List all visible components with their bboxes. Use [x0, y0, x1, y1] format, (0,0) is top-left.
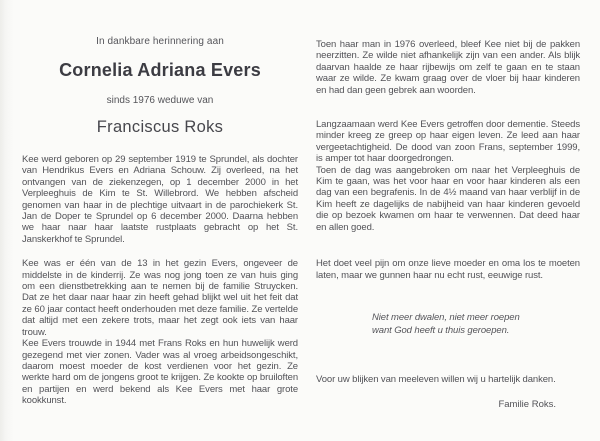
thanks-line: Voor uw blijken van meeleven willen wij u hartelijk danken.: [316, 373, 556, 385]
memorial-paragraph-family: Kee was er één van de 13 in het gezin Evers, ongeveer de middelste in de kinderrij. Ze was nog jong toen ze van huis ging om een dienstbetrekking aan te nemen bij de familie Struycken. Dat ze het daar naar haar zin heeft gehad blijkt wel uit het feit dat ze 60 jaar contact heeft onderhouden met deze familie. Ze vertelde dat altijd met een zekere trots, maar het zegt ook iets van haar trouw.: [22, 258, 298, 338]
verse-line-1: Niet meer dwalen, niet meer roepen: [372, 311, 520, 323]
memorial-paragraph-birth-death: Kee werd geboren op 29 september 1919 te Sprundel, als dochter van Hendrikus Evers en Adriana Schouw. Zij overleed, na het ontvangen van de ziekenzegen, op 1 december 2000 in het Verpleeghuis de Kim te St. Willebrord. We hebben afscheid genomen van haar in de plechtige uitvaart in de parochiekerk St. Jan de Doper te Sprundel op 6 december 2000. Daarna hebben we haar naar haar laatste rustplaats gebracht op het St. Janskerkhof te Sprundel.: [22, 154, 298, 245]
memorial-paragraph-marriage: Kee Evers trouwde in 1944 met Frans Roks en hun huwelijk werd gezegend met vier zonen. Vader was al vroeg arbeidsongeschikt, daarom moest moeder de kost verdienen voor het gezin. Ze werkte hard om de jongens groot te krijgen. Ze kookte op bruiloften en partijen en werd bekend als Kee Evers met haar grote kookkunst.: [22, 338, 298, 407]
right-column: [316, 39, 580, 410]
verse-line-2: want God heeft u thuis geroepen.: [372, 325, 510, 337]
memorial-verse: [372, 311, 580, 338]
widow-line: sinds 1976 weduwe van: [106, 95, 214, 106]
family-signature: Familie Roks.: [498, 398, 556, 410]
memorial-paragraph-dementia: Langzaamaan werd Kee Evers getroffen door dementie. Steeds minder kreeg ze greep op haar eigen leven. Ze leed aan haar vergeetachtigheid. De dood van zoon Frans, september 1999, is amper tot haar doorgedrongen.: [316, 119, 580, 165]
left-column: [22, 36, 298, 407]
card-header: [22, 36, 298, 137]
memorial-paragraph-farewell: Het doet veel pijn om onze lieve moeder en oma los te moeten laten, maar we gunnen haar nu echt rust, eeuwige rust.: [316, 258, 580, 281]
deceased-name: Cornelia Adriana Evers: [59, 60, 261, 80]
memorial-paragraph-widowhood: Toen haar man in 1976 overleed, bleef Kee niet bij de pakken neerzitten. Ze wilde niet afhankelijk zijn van een ander. Als blijk daarvan haalde ze haar rijbewijs om zelf te gaan en te staan waar ze wilde. Ze kwam graag over de vloer bij haar kinderen en had dan geen gebrek aan woorden.: [316, 39, 580, 96]
memorial-paragraph-nursing-home: Toen de dag was aangebroken om naar het Verpleeghuis de Kim te gaan, was het voor haar en voor haar kinderen als een dag van een begrafenis. In de 4½ maand van haar verblijf in de Kim heeft ze dagelijks de nabijheid van haar kinderen gevoeld die op bezoek kwamen om haar te verwennen. Dat deed haar en allen goed.: [316, 164, 580, 233]
husband-name: Franciscus Roks: [96, 118, 224, 136]
dedication-line: In dankbare herinnering aan: [96, 36, 224, 47]
